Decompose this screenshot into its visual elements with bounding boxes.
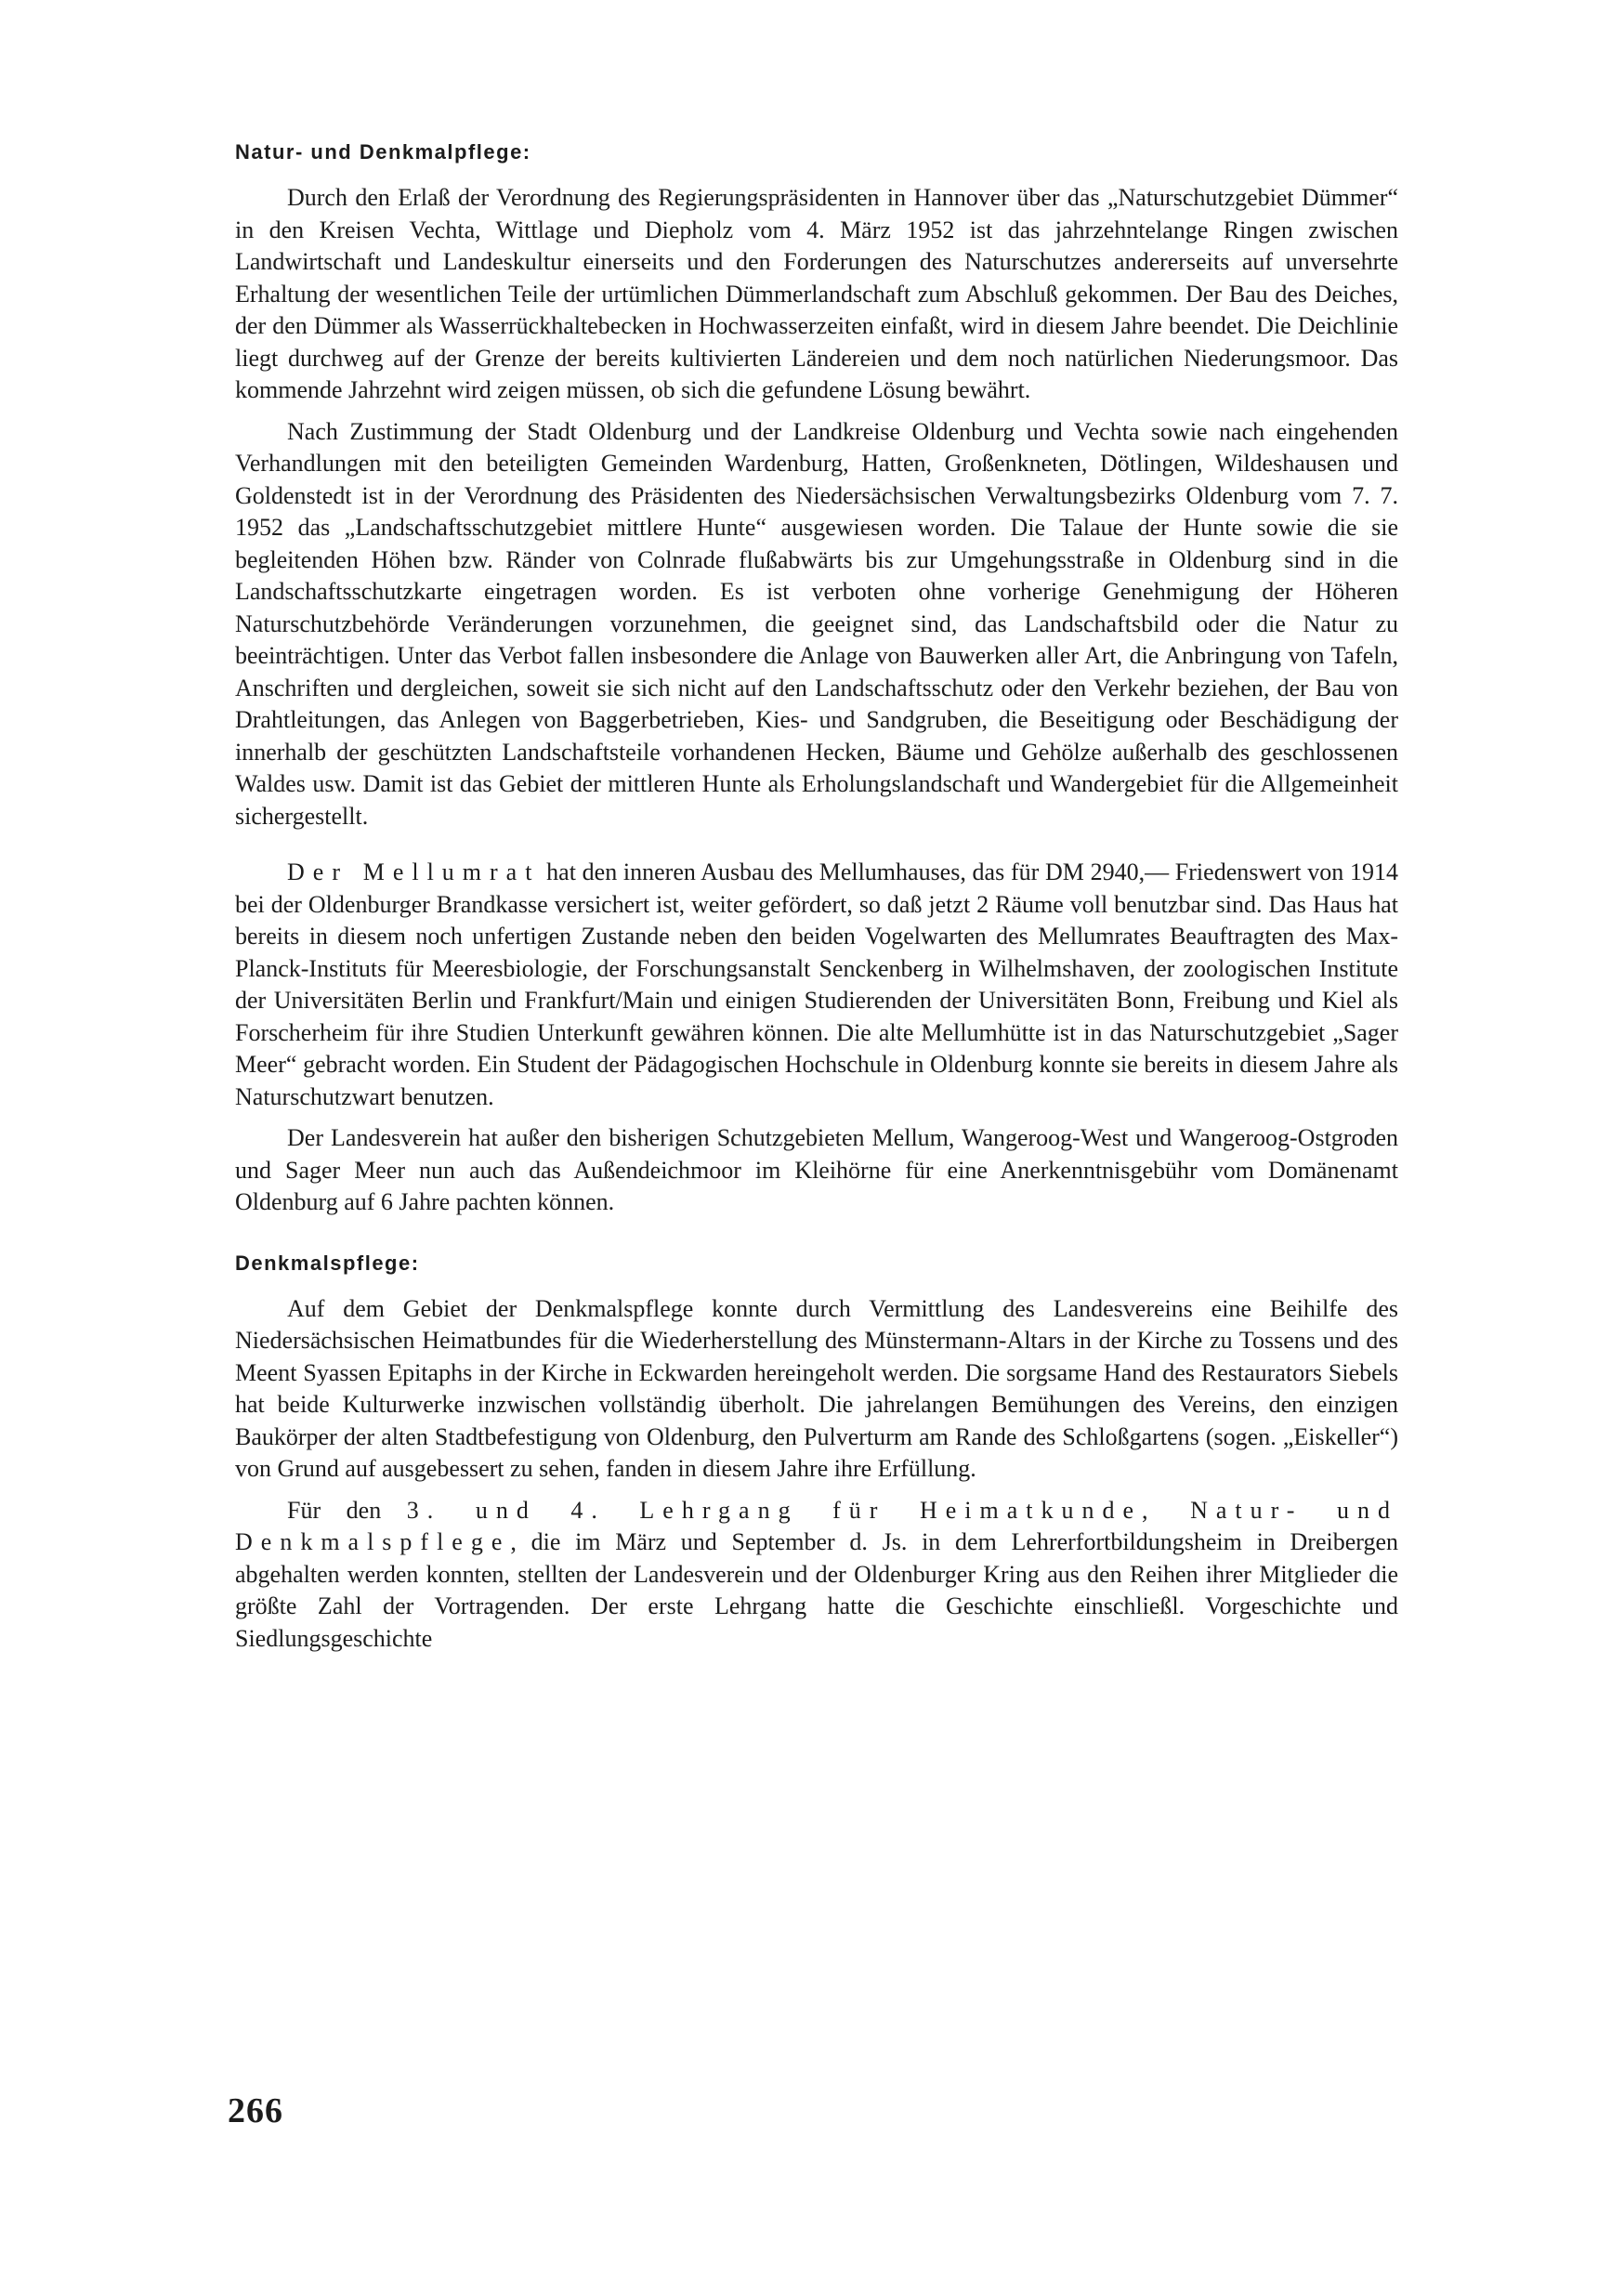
paragraph-mellumrat-text: hat den inneren Ausbau des Mellumhauses, das für DM 2940,— Friedenswert von 1914 bei der Oldenburger Brandkasse versichert ist, weiter gefördert, so daß jetzt 2 Räume voll benutzbar sind. Das Haus hat bereits in diesem noch unfertigen Zustande neben den beiden Vogelwarten des Mellumrates Beauftragten des Max-Planck-Instituts für Meeresbiologie, der Forschungsanstalt Senckenberg in Wilhelmshaven, der zoologischen Institute der Universitäten Berlin und Frankfurt/Main und einigen Studierenden der Universitäten Bonn, Freibung und Kiel als Forscherheim für ihre Studien Unterkunft gewähren können. Die alte Mellumhütte ist in das Naturschutzgebiet „Sager Meer“ gebracht worden. Ein Student der Pädagogischen Hochschule in Oldenburg konnte sie bereits in diesem Jahre als Naturschutzwart benutzen.	[235, 858, 1398, 1110]
spaced-lead-lehrgang: 3. und 4. Lehrgang für Heimatkunde, Natur- und Denkmalspflege	[235, 1496, 1398, 1555]
page-content	[235, 139, 1398, 1664]
spaced-lead-mellumrat: Der Mellumrat	[287, 858, 541, 885]
paragraph-lehrgang	[235, 1495, 1398, 1656]
page-number: 266	[228, 2091, 283, 2130]
paragraph-denkmalspflege: Auf dem Gebiet der Denkmalspflege konnte durch Vermittlung des Landesvereins eine Beihilfe des Niedersächsischen Heimatbundes für die Wiederherstellung des Münstermann-Altars in der Kirche zu Tossens und des Meent Syassen Epitaphs in der Kirche in Eckwarden hereingeholt werden. Die sorgsame Hand des Restaurators Siebels hat beide Kulturwerke inzwischen vollständig überholt. Die jahrelangen Bemühungen des Vereins, den einzigen Baukörper der alten Stadtbefestigung von Oldenburg, den Pulverturm am Rande des Schloßgartens (sogen. „Eiskeller“) von Grund auf ausgebessert zu sehen, fanden in diesem Jahre ihre Erfüllung.	[235, 1294, 1398, 1482]
section-heading-natur-denkmalpflege: Natur- und Denkmalpflege:	[235, 140, 531, 164]
paragraph-lehrgang-text: , die im März und September d. Js. in dem Lehrerfortbildungsheim in Dreibergen abgehalten werden konnten, stellten der Landesverein und der Oldenburger Kring aus den Reihen ihrer Mitglieder die größte Zahl der Vortragenden. Der erste Lehrgang hatte die Geschichte einschließl. Vorgeschichte und Siedlungsgeschichte	[235, 1528, 1398, 1652]
paragraph-mellumrat	[235, 857, 1398, 1113]
paragraph-lehrgang-lead: Für den	[287, 1496, 407, 1524]
paragraph-landesverein: Der Landesverein hat außer den bisherigen Schutzgebieten Mellum, Wangeroog-West und Wangeroog-Ostgroden und Sager Meer nun auch das Außendeichmoor im Kleihörne für eine Anerkenntnisgebühr vom Domänenamt Oldenburg auf 6 Jahre pachten können.	[235, 1124, 1398, 1215]
paragraph-mittlere-hunte: Nach Zustimmung der Stadt Oldenburg und der Landkreise Oldenburg und Vechta sowie nach eingehenden Verhandlungen mit den beteiligten Gemeinden Wardenburg, Hatten, Großenkneten, Dötlingen, Wildeshausen und Goldenstedt ist in der Verordnung des Präsidenten des Niedersächsischen Verwaltungsbezirks Oldenburg vom 7. 7. 1952 das „Landschaftsschutzgebiet mittlere Hunte“ ausgewiesen worden. Die Talaue der Hunte sowie die sie begleitenden Höhen bzw. Ränder von Colnrade flußabwärts bis zur Umgehungsstraße in Oldenburg sind in die Landschaftsschutzkarte eingetragen worden. Es ist verboten ohne vorherige Genehmigung der Höheren Naturschutzbehörde Veränderungen vorzunehmen, die geeignet sind, das Landschaftsbild oder die Natur zu beeinträchtigen. Unter das Verbot fallen insbesondere die Anlage von Bauwerken aller Art, die Anbringung von Tafeln, Anschriften und dergleichen, soweit sie sich nicht auf den Landschaftsschutz oder den Verkehr beziehen, der Bau von Drahtleitungen, das Anlegen von Baggerbetrieben, Kies- und Sandgruben, die Beseitigung oder Beschädigung der innerhalb der geschützten Landschaftsteile vorhandenen Hecken, Bäume und Gehölze außerhalb des geschlossenen Waldes usw. Damit ist das Gebiet der mittleren Hunte als Erholungslandschaft und Wandergebiet für die Allgemeinheit sichergestellt.	[235, 417, 1398, 830]
section-heading-denkmalspflege: Denkmalspflege:	[235, 1251, 420, 1275]
paragraph-duemmer: Durch den Erlaß der Verordnung des Regierungspräsidenten in Hannover über das „Naturschutzgebiet Dümmer“ in den Kreisen Vechta, Wittlage und Diepholz vom 4. März 1952 ist das jahrzehntelange Ringen zwischen Landwirtschaft und Landeskultur einerseits und den Forderungen des Naturschutzes andererseits auf unversehrte Erhaltung der wesentlichen Teile der urtümlichen Dümmerlandschaft zum Abschluß gekommen. Der Bau des Deiches, der den Dümmer als Wasserrückhaltebecken in Hochwasserzeiten einfaßt, wird in diesem Jahre beendet. Die Deichlinie liegt durchweg auf der Grenze der bereits kultivierten Ländereien und dem noch natürlichen Niederungsmoor. Das kommende Jahrzehnt wird zeigen müssen, ob sich die gefundene Lösung bewährt.	[235, 184, 1398, 403]
